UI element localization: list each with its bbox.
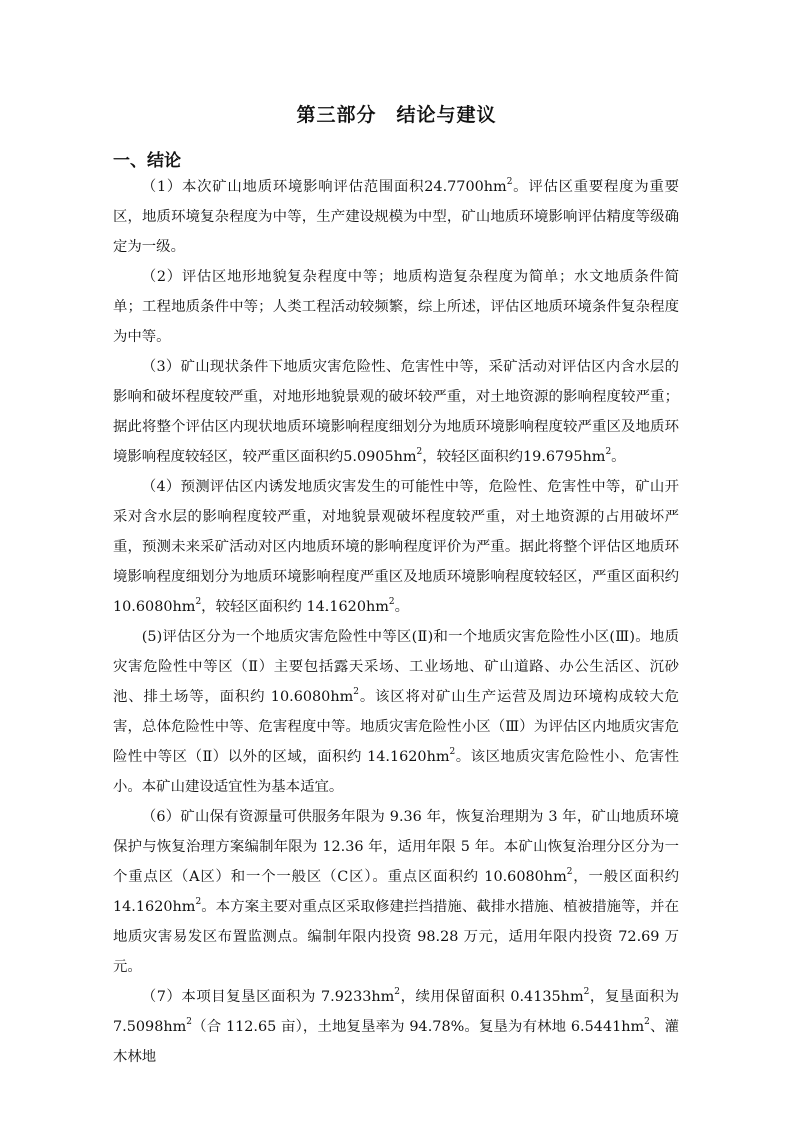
paragraph-6: （6）矿山保有资源量可供服务年限为 9.36 年，恢复治理期为 3 年，矿山地质环境保护与恢复治理方案编制年限为 12.36 年，适用年限 5 年。本矿山恢复治理分区分为一个重点区（A区）和一个一般区（C区）。重点区面积约 $10.6080hm^2$，一般区面积约 $14.1620hm^2$。本方案主要对重点区采取修建拦挡措施、截排水措施、植被措施等，并在地质灾害易发区布置监测点。编制年限内投资 98.28 万元，适用年限内投资 72.69 万元。 [113, 809, 679, 975]
paragraph-2: （2）评估区地形地貌复杂程度中等；地质构造复杂程度为简单；水文地质条件简单；工程地质条件中等；人类工程活动较频繁，综上所述，评估区地质环境条件复杂程度为中等。 [113, 269, 679, 345]
page-title: 第三部分 结论与建议 [296, 104, 497, 126]
paragraph-4: （4）预测评估区内诱发地质灾害发生的可能性中等，危险性、危害性中等，矿山开采对含水层的影响程度较严重，对地貌景观破坏程度较严重，对土地资源的占用破坏严重，预测未来采矿活动对区内地质环境的影响程度评价为严重。据此将整个评估区地质环境影响程度细划分为地质环境影响程度严重区及地质环境影响程度较轻区，严重区面积约 $10.6080hm^2$，较轻区面积约 $14.1620hm^2$。 [113, 479, 679, 615]
section-heading: 一、结论 [113, 151, 181, 171]
paragraph-3: （3）矿山现状条件下地质灾害危险性、危害性中等，采矿活动对评估区内含水层的影响和破坏程度较严重，对地形地貌景观的破坏较严重，对土地资源的影响程度较严重；据此将整个评估区内现状地质环境影响程度细划分为地质环境影响程度较严重区及地质环境影响程度较轻区，较严重区面积约$5.0905hm^2$，较轻区面积约$19.6795hm^2$。 [113, 359, 679, 465]
paragraph-7: （7）本项目复垦区面积为 $7.9233hm^2$，续用保留面积 $0.4135hm^2$，复垦面积为 $7.5098hm^2$（合 112.65 亩），土地复垦率为 94.78%。复垦为有林地 $6.5441hm^2$、灌木林地 [113, 987, 679, 1065]
paragraph-1: （1）本次矿山地质环境影响评估范围面积$24.7700hm^2$。评估区重要程度为重要区，地质环境复杂程度为中等，生产建设规模为中型，矿山地质环境影响评估精度等级确定为一级。 [113, 177, 679, 255]
paragraph-5: (5)评估区分为一个地质灾害危险性中等区(Ⅱ)和一个地质灾害危险性小区(Ⅲ)。地质灾害危险性中等区（Ⅱ）主要包括露天采场、工业场地、矿山道路、办公生活区、沉砂池、排土场等，面积约 $10.6080hm^2$。该区将对矿山生产运营及周边环境构成较大危害，总体危险性中等、危害程度中等。地质灾害危险性小区（Ⅲ）为评估区内地质灾害危险性中等区（Ⅱ）以外的区域，面积约 $14.1620hm^2$。该区地质灾害危险性小、危害性小。本矿山建设适宜性为基本适宜。 [113, 629, 679, 795]
document-body [113, 172, 679, 1072]
